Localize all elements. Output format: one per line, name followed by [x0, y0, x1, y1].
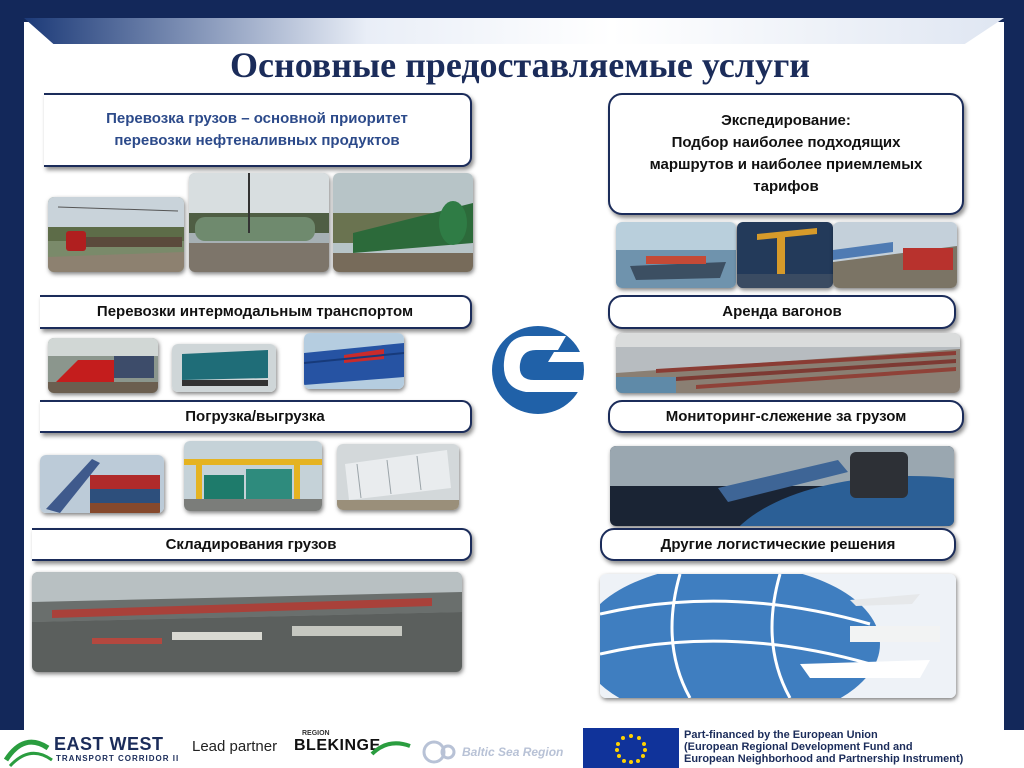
intermodal-label: Перевозки интермодальным транспортом — [40, 295, 472, 329]
logistics-label: Другие логистические решения — [600, 528, 956, 561]
crane-loading-photo — [40, 455, 164, 513]
tank-wagons-photo — [189, 173, 329, 272]
cylinder-cargo-photo — [337, 444, 459, 510]
port-ship-photo — [616, 222, 736, 288]
satellite-photo — [610, 446, 954, 526]
blekinge-swirl-icon — [370, 734, 414, 764]
warehouse-aerial-photo — [32, 572, 462, 672]
loading-label: Погрузка/выгрузка — [40, 400, 472, 433]
locomotive-photo — [48, 338, 158, 393]
container-terminal-photo — [184, 441, 322, 511]
eu-funding-line-2: (European Regional Development Fund and — [684, 741, 913, 753]
eu-flag-icon — [583, 728, 679, 768]
east-west-subtitle: TRANSPORT CORRIDOR II — [56, 754, 180, 763]
forwarding-box — [608, 93, 964, 215]
cargo-transport-line-1: Перевозка грузов – основной приоритет — [106, 110, 408, 127]
container-wagon-photo — [172, 344, 276, 392]
company-logo-icon — [488, 322, 596, 418]
green-tank-train-photo — [333, 173, 473, 272]
frame-left — [0, 0, 24, 730]
blekinge-label: BLEKINGE — [294, 737, 381, 754]
forwarding-line-4: тарифов — [753, 178, 819, 195]
storage-label: Складирования грузов — [32, 528, 472, 561]
lead-partner-label: Lead partner — [192, 738, 278, 755]
eu-funding-line-3: European Neighborhood and Partnership Instrument) — [684, 753, 964, 765]
wagon-rental-label: Аренда вагонов — [608, 295, 956, 329]
forwarding-line-2: Подбор наиболее подходящих — [671, 134, 901, 151]
rail-yard-photo — [833, 222, 957, 288]
east-west-title: EAST WEST — [54, 734, 164, 754]
monitoring-label: Мониторинг-слежение за грузом — [608, 400, 964, 433]
forwarding-line-3: маршрутов и наиболее приемлемых — [649, 156, 923, 173]
cargo-transport-line-2: перевозки нефтеналивных продуктов — [114, 132, 400, 149]
globe-transport-photo — [600, 574, 956, 698]
baltic-sea-label: Baltic Sea Region — [462, 745, 564, 759]
cargo-transport-box — [44, 93, 472, 167]
port-crane-photo — [737, 222, 833, 288]
forwarding-line-1: Экспедирование: — [721, 112, 851, 129]
eu-funding-line-1: Part-financed by the European Union — [684, 729, 878, 741]
frame-shine — [24, 18, 1004, 44]
page-title: Основные предоставляемые услуги — [229, 45, 811, 85]
bridge-train-photo — [304, 333, 404, 389]
wagon-yard-photo — [616, 333, 960, 393]
oil-train-photo — [48, 197, 184, 272]
frame-right — [1004, 0, 1024, 730]
eu-funding-text — [684, 729, 1024, 765]
blekinge-region-label: REGION — [302, 730, 330, 737]
